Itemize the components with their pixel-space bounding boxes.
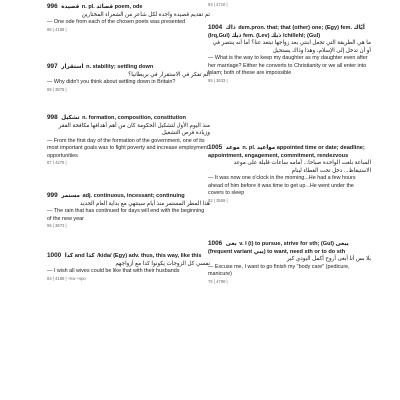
entry-arabic: استقرار [61,64,84,70]
entry-headword: adj. continuous, incessant; continuing [82,193,185,199]
entry-head [208,144,371,160]
entry-arabic: ذاك [225,25,236,31]
frequency-stats: 89 | 3878 | [47,86,67,92]
entry-number: 1000 [47,252,62,259]
frequency-stats: 75 | 4790 | [208,278,228,284]
entry-headword: dem.pron. that; that (other) one; (Egy) fem. أيّاك (Irq,Gul) ذيك fem. (Lev) ذيك /chillehl; (Gul) [208,25,365,39]
entry-996 [47,3,210,33]
frequency-stats: 95 | 3633 | [208,77,228,83]
entry-number: 996 [47,3,58,10]
entry-1004 [208,24,371,84]
entry-head [47,192,210,201]
example-english: — The rain that has continued for days will end with the beginning of the new year [47,208,205,222]
entry-1000 [47,252,210,282]
entry-headword: v. I (i) to pursue, strive for sth; (Gul) يبغى (frequent variant يبي) to want, need sth or to do sth [208,241,349,255]
frequency-stats: 84 | 4188 | +kw +spo [47,275,86,281]
entry-head [47,63,210,72]
entry-number: 1005 [208,144,223,151]
entry-998 [47,114,210,166]
entry-arabic: قصيدة [61,4,80,10]
example-arabic: منذ اليوم الأول لتشكيل الحكومة كان من أهم أهدافها مكافحة الفقر وزيادة فرص التشغيل [58,122,210,137]
entry-headword: /kida/ (Egy) adv. thus, this way, like this [97,253,202,259]
example-english: — Excuse me, I want to go finish my "body care" (pedicure, manicure) [208,263,350,278]
entry-arabic: كدا and كذا [64,253,95,259]
entry-head [208,240,371,256]
continued-stats [208,2,371,8]
entry-997 [47,63,210,93]
example-arabic: ألم تفكر في الاستقرار في بريطانيا؟ [128,71,210,78]
frequency-stats: 96 | 3673 | [47,223,67,228]
frequency-stats: 86 | 4189 | [47,26,67,32]
entry-arabic: موعد [225,145,240,151]
entry-number: 998 [47,114,58,121]
entry-headword: n. pl. مواعيد appointed time or date; deadline; appointment, engagement, commitment, rendezvous [208,145,365,159]
example-english: — I wish all wives could be like that with their husbands [47,268,180,275]
example-arabic: تم تقديم قصيدة واحدة لكل شاعر من الشعراء المختارين [81,11,210,18]
entry-number: 999 [47,192,58,199]
example-arabic: نفسي كل الزوجات يكونوا كدا مع أزواجهم [115,260,210,267]
frequency-stats: 87 | 4279 | [47,160,67,165]
example-english: — Why didn't you think about settling down in Britain? [47,79,176,86]
entry-number: 1006 [208,240,223,247]
example-arabic: ما هي الطريقة التي تجعل ابنتي بعد زواجها تبتعد عنا؟ أما أنه ينتصر في أو أن تدخل إلى الإسلام، وهذا وذاك يستحيل [212,40,371,54]
entry-arabic: بغى [225,241,237,247]
entry-arabic: تشكيل [61,115,80,121]
entry-number: 1004 [208,24,223,31]
entry-999 [47,192,210,229]
example-arabic: الساعة بلغت الواحدة صباحا... أمامه ساعات قليلة على موعد الاستيقاظ... دخل تحت الغطاء لينام [233,160,371,174]
example-english: — From the first day of the formation of the government, one of its most important goals was to fight poverty and increase employment opportunities [47,137,209,159]
entry-headword: n. pl. قصائد poem, ode [81,4,143,10]
example-english: — One ode from each of the chosen poets was presented [47,19,186,26]
example-english: — What is the way to keep my daughter as my daughter even after her marriage? Either he converts to Christianity or we all enter into Islam; both of these are impossible [208,55,368,77]
entry-head [208,24,371,40]
entry-head [47,114,210,123]
frequency-stats: 92 | 3559 | [208,197,228,203]
entry-1005 [208,144,371,204]
example-arabic: بلا بس أنا أبغى أروح أكمل البودي كير [286,256,371,263]
frequency-stats: 83 | 4710 | [208,2,228,7]
example-english: — It was now one o'clock in the morning...He had a few hours ahead of him before it was time to get up...He went under the covers to sleep [208,175,356,197]
entry-arabic: مستمر [61,193,80,199]
example-arabic: هذا المطر المستمر منذ أيام سينتهي مع بداية العام الجديد [80,200,210,207]
entry-headword: n. stability; settling down [86,64,154,70]
entry-number: 997 [47,63,58,70]
entry-1006 [208,240,371,285]
entry-head [47,3,210,12]
entry-head [47,252,210,261]
entry-headword: n. formation, composition, constitution [82,115,186,121]
